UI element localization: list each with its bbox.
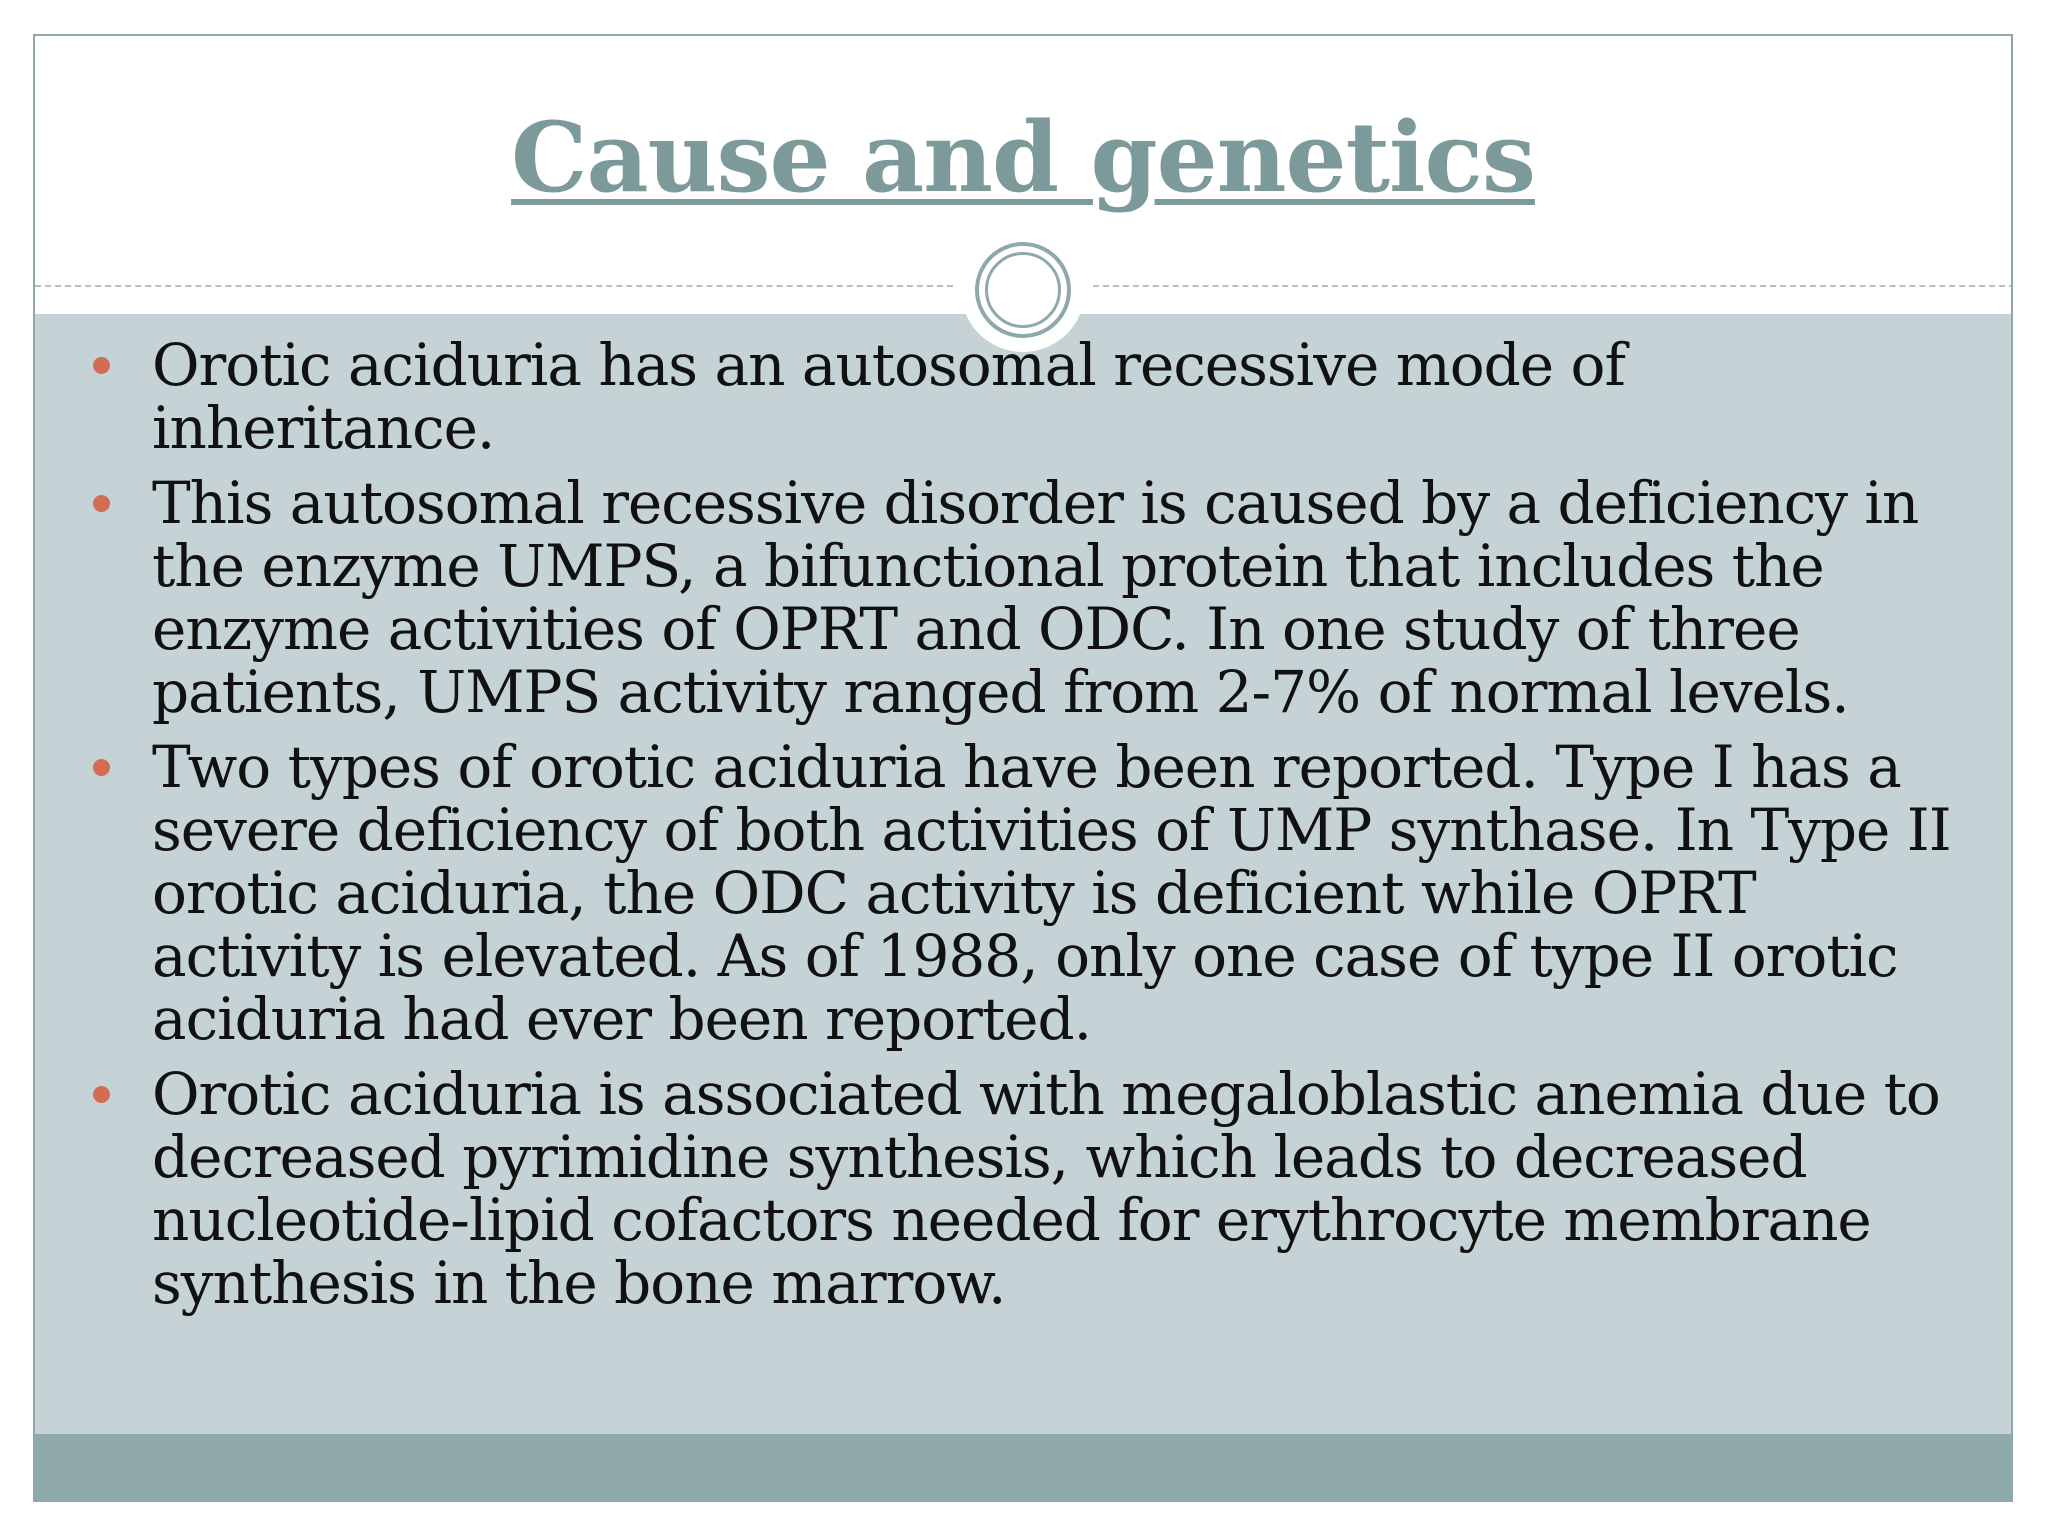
round-bullet-icon: [93, 759, 110, 776]
bullet-item: [35, 331, 2011, 462]
bullet-text: Orotic aciduria has an autosomal recessive mode of inheritance.: [152, 331, 1625, 462]
slide: [33, 34, 2013, 1502]
bullet-item: [35, 733, 2011, 1053]
title-divider-right: [1093, 285, 2013, 287]
bullet-item: [35, 1060, 2011, 1317]
bullet-text: This autosomal recessive disorder is caused by a deficiency in the enzyme UMPS, a bifunctional protein that includes the enzyme activities of OPRT and ODC. In one study of three patients, UMPS activity ranged from 2-7% of normal levels.: [152, 469, 1919, 726]
footer-band: [35, 1434, 2011, 1502]
slide-title: Cause and genetics: [511, 101, 1535, 214]
bullet-text: Orotic aciduria is associated with megaloblastic anemia due to decreased pyrimidine synthesis, which leads to decreased nucleotide-lipid cofactors needed for erythrocyte membrane synthesis in the bone marrow.: [152, 1060, 1940, 1317]
bullet-text: Two types of orotic aciduria have been reported. Type I has a severe deficiency of both activities of UMP synthase. In Type II orotic aciduria, the ODC activity is deficient while OPRT activity is elevated. As of 1988, only one case of type II orotic aciduria had ever been reported.: [152, 733, 1951, 1053]
bullet-list: [35, 331, 2011, 1327]
round-bullet-icon: [93, 495, 110, 512]
round-bullet-icon: [93, 1086, 110, 1103]
round-bullet-icon: [93, 357, 110, 374]
title-divider-left: [35, 285, 953, 287]
inner-ring-icon: [985, 252, 1061, 328]
bullet-item: [35, 469, 2011, 726]
